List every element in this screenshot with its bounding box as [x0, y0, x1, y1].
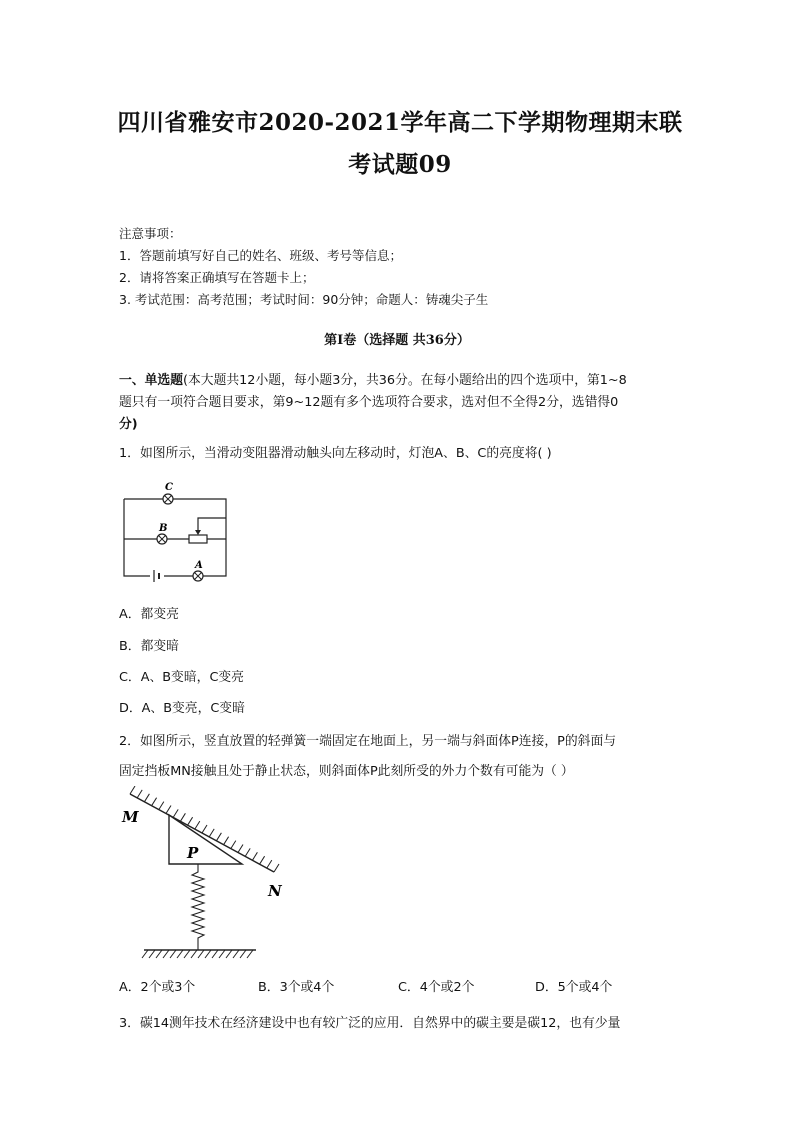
label-b: B	[159, 523, 168, 534]
q2-spring-diagram	[118, 786, 298, 962]
notice-item-2: 2．请将答案正确填写在答题卡上；	[119, 270, 315, 285]
lamp-c-icon	[163, 494, 173, 504]
ground-hatch	[163, 950, 169, 958]
q1-stem: 1．如图所示，当滑动变阻器滑动触头向左移动时，灯泡A、B、C的亮度将( )	[119, 446, 552, 461]
barrier-hatch	[152, 798, 157, 806]
section-title: 第I卷（选择题 共36分）	[324, 333, 470, 348]
ground-hatch	[198, 950, 204, 958]
ground-hatch	[233, 950, 239, 958]
ground-hatch	[184, 950, 190, 958]
q1-option-c: C．A、B变暗，C变亮	[119, 670, 244, 685]
ground-hatch	[149, 950, 155, 958]
barrier-hatch	[173, 809, 178, 817]
lamp-a-icon	[193, 571, 203, 581]
label-a: A	[195, 560, 203, 571]
exam-title-line1: 四川省雅安市2020-2021学年高二下学期物理期末联	[117, 109, 683, 136]
ground-hatch	[177, 950, 183, 958]
barrier-hatch	[267, 860, 272, 868]
notice-item-3: 3. 考试范围：高考范围；考试时间：90分钟；命题人：铸魂尖子生	[119, 292, 489, 307]
notice-heading: 注意事项：	[119, 226, 182, 241]
label-m: M	[122, 808, 139, 826]
ground-hatch	[212, 950, 218, 958]
label-p: P	[187, 844, 199, 862]
barrier-hatch	[209, 829, 214, 837]
barrier-hatch	[252, 852, 257, 860]
barrier-hatch	[195, 821, 200, 829]
barrier-hatch	[245, 848, 250, 856]
lamp-b-icon	[157, 534, 167, 544]
ground-hatch	[240, 950, 246, 958]
label-c: C	[165, 482, 173, 493]
ground-hatch	[142, 950, 148, 958]
part1-instructions-line2: 题只有一项符合题目要求，第9~12题有多个选项符合要求，选对但不全得2分，选错得0	[119, 395, 619, 410]
ground-hatch	[156, 950, 162, 958]
barrier-hatch	[180, 813, 185, 821]
barrier-hatch	[238, 845, 243, 853]
barrier-hatch	[188, 817, 193, 825]
part1-instructions-line3: 分)	[119, 417, 138, 432]
part1-label: 一、单选题	[119, 373, 183, 388]
barrier-hatch	[231, 841, 236, 849]
q1-option-b: B．都变暗	[119, 639, 179, 654]
wedge-p	[169, 815, 242, 864]
barrier-hatch	[166, 806, 171, 814]
q1-circuit-diagram	[118, 478, 234, 582]
q1-option-a: A．都变亮	[119, 607, 179, 622]
barrier-hatch	[137, 790, 142, 798]
barrier-hatch	[144, 794, 149, 802]
q3-stem-line1: 3．碳14测年技术在经济建设中也有较广泛的应用．自然界中的碳主要是碳12，也有少量	[119, 1016, 621, 1031]
q2-stem-line2: 固定挡板MN接触且处于静止状态，则斜面体P此刻所受的外力个数有可能为（ ）	[119, 764, 574, 779]
q2-option-c: C．4个或2个	[398, 980, 475, 995]
ground-hatch	[205, 950, 211, 958]
q2-option-a: A．2个或3个	[119, 980, 196, 995]
spring	[192, 864, 204, 950]
barrier-hatch	[159, 802, 164, 810]
q1-option-d: D．A、B变亮，C变暗	[119, 701, 245, 716]
label-n: N	[268, 882, 282, 900]
barrier-hatch	[224, 837, 229, 845]
q2-option-b: B．3个或4个	[258, 980, 335, 995]
ground-hatch	[247, 950, 253, 958]
barrier-hatch	[274, 864, 279, 872]
barrier-hatch	[216, 833, 221, 841]
notice-item-1: 1．答题前填写好自己的姓名、班级、考号等信息；	[119, 248, 402, 263]
barrier-hatch	[260, 856, 265, 864]
q2-option-d: D．5个或4个	[535, 980, 613, 995]
exam-title-line2: 考试题09	[348, 151, 452, 178]
rheostat	[189, 535, 207, 543]
part1-instructions-line1	[119, 369, 627, 388]
barrier-hatch	[130, 786, 135, 794]
barrier-hatch	[202, 825, 207, 833]
ground-hatch	[191, 950, 197, 958]
part1-text-a: (本大题共12小题，每小题3分，共36分。在每小题给出的四个选项中，第1~8	[182, 373, 627, 388]
q2-stem-line1: 2．如图所示，竖直放置的轻弹簧一端固定在地面上，另一端与斜面体P连接，P的斜面与	[119, 734, 617, 749]
ground-hatch	[219, 950, 225, 958]
ground-hatch	[170, 950, 176, 958]
ground-hatch	[226, 950, 232, 958]
